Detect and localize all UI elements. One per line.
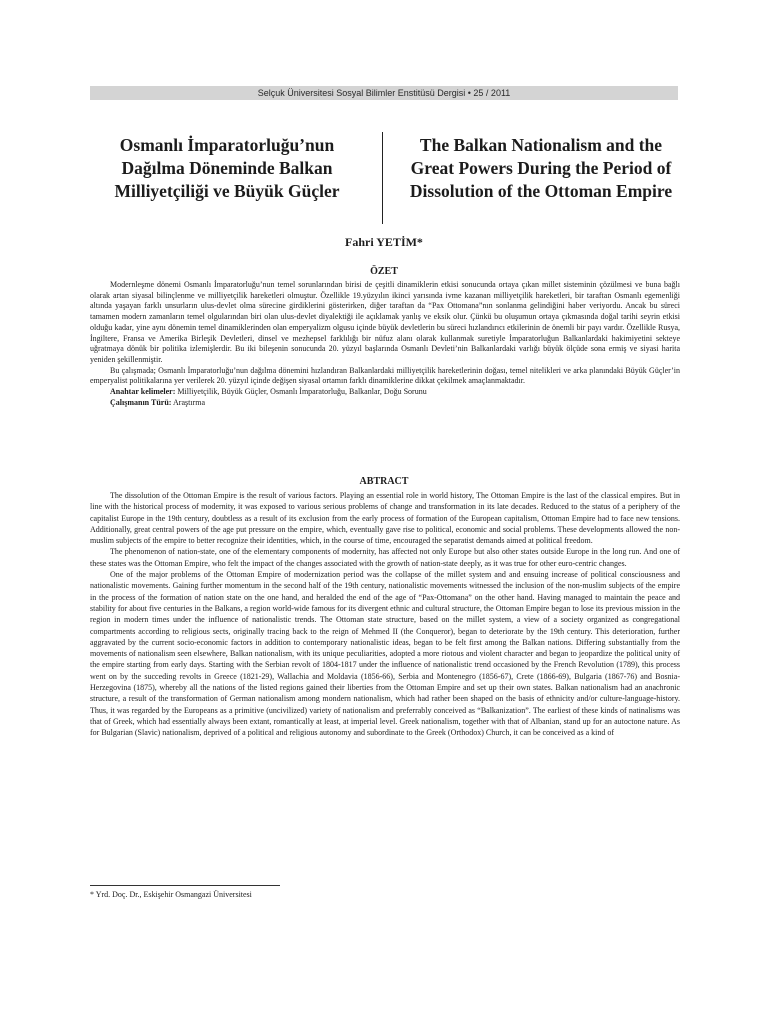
keywords-line [90,387,680,398]
journal-header-text: Selçuk Üniversitesi Sosyal Bilimler Enstitüsü Dergisi • 25 / 2011 [257,88,511,98]
study-type-line [90,398,680,409]
abstract-paragraph: The dissolution of the Ottoman Empire is the result of various factors. Playing an essential role in world history, The Ottoman Empire is the last of the classical empires. But in line with the historical process of modernity, it was exposed to various serious problems of change and transformation in its late decades. Reduced to the status of a periphery of the capitalist Europe in the 19th century, doubtless as a result of its exclusion from the early process of formation of the European capitalism, Ottoman Empire had to face new tensions. Additionally, great central powers of the age put pressure on the empire, which, eventually gave rise to political, economic and social problems. These developments allowed the non-muslim subjects of the empire to better recognize their identities, which, in the course of time, encouraged the separatist demands aimed at political freedom. [90,491,680,546]
study-type-value: Araştırma [173,397,205,407]
footnote-rule [90,885,280,886]
ozet-body [90,280,680,408]
keywords-label: Anahtar kelimeler: [110,387,176,397]
title-turkish: Osmanlı İmparatorluğu’nun Dağılma Döneminde Balkan Milliyetçiliği ve Büyük Güçler [114,135,340,201]
ozet-paragraph: Bu çalışmada; Osmanlı İmparatorluğu’nun dağılma dönemini hızlandıran Balkanlardaki milliyetçilik hareketlerinin doğası, temel nitelikleri ve arka planındaki Büyük Güçler’in emperyalist politikalarına yer verilerek 20. yüzyıl içinde değişen siyasal ortamın farklı dinamiklerine dikkat çekilmek amaçlanmaktadır. [90,365,680,386]
title-english: The Balkan Nationalism and the Great Powers During the Period of Dissolution of the Ottoman Empire [409,135,673,201]
abstract-paragraph: The phenomenon of nation-state, one of the elementary components of modernity, has affected not only Europe but also other states outside Europe in the long run. And one of these states was the Ottoman Empire, who felt the impact of the changes associated with the growth of nation-state deeply, as it was true for other euro-centric changes. [90,547,680,568]
ozet-heading: ÖZET [370,266,398,277]
author-name: Fahri YETİM* [345,235,423,249]
abstract-body [90,490,680,739]
footnote: * Yrd. Doç. Dr., Eskişehir Osmangazi Üniversitesi [90,890,252,899]
title-divider [382,132,383,224]
abstract-heading: ABTRACT [359,476,409,487]
journal-header [90,86,678,100]
abstract-paragraph: One of the major problems of the Ottoman Empire of modernization period was the collapse of the millet system and and ensuing increase of political consciousness and nationalistic movements. Gaining further momentum in the second half of the 19th century, nationalistic movements witnessed the inclusion of the non-muslim subjects of the empire in the process of the formation of nation state on the one hand, and heralded the end of the age of “Pax-Ottomana” on the other hand. Having managed to maintain the peace and stability for about five centuries in the Balkans, a region world-wide famous for its divergent ethnic and cultural structure, the Ottoman Empire began to lose its previous mission in the region in modern times under the influence of nationalistic trends. The Ottoman state structure, based on the millet system, a view of a society organized as congregational compartments according to religious sects, originally tracing back to the reign of Mehmed II (the Conqueror), began to deteriorate by the 19th century. This deterioration, further aggravated by the current socio-economic factors in addition to contemporary nationalistic ideas, began to be felt first among the Balkan nations. Differing substantially from the movements of nationalism seen elsewhere, Balkan nationalism, with its unique peculiarities, adopted a more riotous and violent character and began to jeopardize the political unity of the empire starting from early days. Starting with the Serbian revolt of 1804-1817 under the influence of nationalistic trend occasioned by the French Revolution (1789), this process went on by the succeding revolts in Greece (1821-29), Wallachia and Moldavia (1856-66), Serbia and Montenegro (1856-67), Crete (1866-69), Bulgaria (1867-76) and Bosnia-Herzegovina (1875), whereby all the nations of the listed regions gained their liberties from the Ottoman Empire and set up their own states. Balkan nationalism had an anachronic structure, a result of the transformation of German nationalism among mondern nationalism, which had rather been shaped on the basis of ethnicity and/or culture-language-history. Thus, it was regarded by the Europeans as a primitive (uncivilized) variety of nationalism and preferrably conceived as “Balkanization”. The earliest of these kinds of natinalisms was that of Greek, which had essentially always been extant, romantically at least, at imperial level. Greek nationalism, together with that of Albanian, stand up for an autoctone nature. As for Bulgarian (Slavic) nationalism, deprived of a political and religious autonomy and subordinate to the Greek (Orthodox) Church, it can be conceived as a kind of [90,570,680,738]
keywords-value: Milliyetçilik, Büyük Güçler, Osmanlı İmparatorluğu, Balkanlar, Doğu Sorunu [177,387,427,397]
study-type-label: Çalışmanın Türü: [110,397,172,407]
ozet-paragraph: Modernleşme dönemi Osmanlı İmparatorluğu’nun temel sorunlarından birisi de çeşitli dinamiklerin etkisi sonucunda ortaya çıkan millet sisteminin çözülmesi ve buna bağlı olarak artan siyasal bilinçlenme ve milliyetçilik hareketleri olmuştur. Özellikle 19.yüzyılın ikinci yarısında ivme kazanan milliyetçilik hareketleri, bir taraftan Osmanlı egemenliği altında yaşayan farklı unsurların ulus-devlet olma sürecine girdiklerini gösterirken, diğer taraftan da “Pax Ottomana”nın sonlanma gelindiğini haber veriyordu. Ancak bu süreci tamamen modern zamanların temel olgularından biri olan ulus-devlet diyalektiği ile açıklamak yanlış ve eksik olur. Çünkü bu oluşumun ortaya çıkmasında doğal tarihi seyrin etkisi olduğu kadar, yine aynı dönemin temel dinamiklerinden olan emperyalizm olgusu içinde büyük devletlerin bu süreci hızlandırıcı etkilerinin de önemli bir payı vardır. Özellikle Rusya, İngiltere, Fransa ve Amerika Birleşik Devletleri, dinsel ve mezhepsel farklılığı bir nüfuz alanı olarak kullanmak suretiyle İmparatorluğun Balkanlardaki hakimiyetini sekteye uğratmaya dönük bir politika izlemişlerdir. Bu iki bileşenin sonucunda 20. yüzyıl başlarında Osmanlı Devleti’nin Balkanlardaki varlığı büyük ölçüde sona ermiş ve siyasi harita yeniden şekillenmiştir. [90,280,680,364]
